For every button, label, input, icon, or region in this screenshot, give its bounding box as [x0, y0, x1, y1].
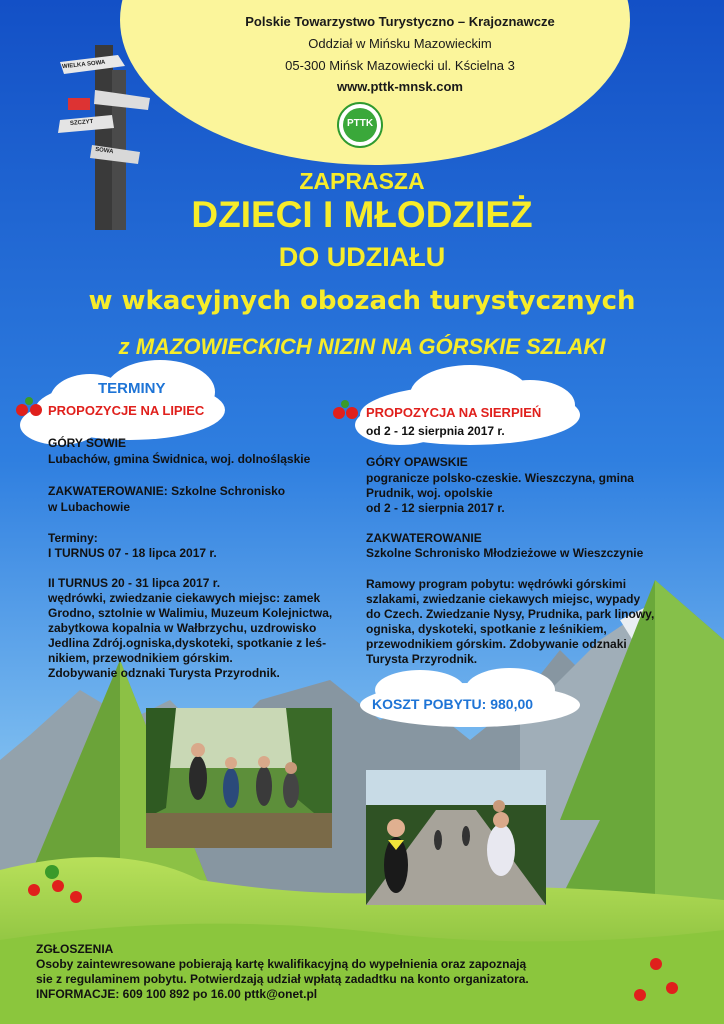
- org-name: Polskie Towarzystwo Turystyczno – Krajoznawcze: [245, 14, 555, 29]
- footer-line-1: Osoby zaintewresowane pobierają kartę kwalifikacyjną do wypełnienia oraz zapoznają: [36, 957, 527, 971]
- footer-line-2: sie z regulaminem pobytu. Potwierdzają udział wpłatą zadadtku na konto organizatora.: [36, 972, 529, 986]
- right-program-3: ogniska, dyskoteki, spotkanie z leśnikiem,: [366, 622, 607, 636]
- left-turnus-1: I TURNUS 07 - 18 lipca 2017 r.: [48, 546, 217, 560]
- left-program-2: zabytkowa kopalnia w Wałbrzychu, uzdrowisko: [48, 621, 317, 635]
- title-italic: z MAZOWIECKICH NIZIN NA GÓRSKIE SZLAKI: [118, 334, 606, 359]
- left-lodging-1: ZAKWATEROWANIE: Szkolne Schronisko: [48, 484, 286, 498]
- left-program-5: Zdobywanie odznaki Turysta Przyrodnik.: [48, 666, 280, 680]
- right-place-desc-0: pogranicze polsko-czeskie. Wieszczyna, gmina: [366, 471, 634, 485]
- signpost-label-1: WIELKA SOWA: [61, 59, 106, 71]
- cost-box: [372, 696, 533, 712]
- right-place-title: GÓRY OPAWSKIE: [366, 455, 468, 469]
- right-heading: PROPOZYCJA NA SIERPIEŃ: [366, 405, 542, 420]
- title-main: DZIECI I MŁODZIEŻ: [191, 194, 533, 235]
- right-program-2: do Czech. Zwiedzanie Nysy, Prudnika, park linowy,: [366, 607, 655, 621]
- right-program-1: szlakami, zwiedzanie ciekawych miejsc, wypady: [366, 592, 641, 606]
- cost-value: 980,00: [490, 696, 534, 712]
- footer-line-3: INFORMACJE: 609 100 892 po 16.00 pttk@onet.pl: [36, 987, 318, 1001]
- left-program-0: wędrówki, zwiedzanie ciekawych miejsc: zamek: [48, 591, 321, 605]
- right-dates: od 2 - 12 sierpnia 2017 r.: [366, 424, 505, 438]
- left-program-4: nikiem, przewodnikiem górskim.: [48, 651, 233, 665]
- signpost-label-3: SOWA: [94, 146, 114, 156]
- cost-label: KOSZT POBYTU:: [372, 696, 487, 712]
- right-program-0: Ramowy program pobytu: wędrówki górskimi: [366, 577, 627, 591]
- logo-text: PTTK: [346, 118, 374, 129]
- right-lodging-title: ZAKWATEROWANIE: [366, 531, 482, 545]
- address: 05-300 Mińsk Mazowiecki ul. Kścielna 3: [285, 58, 515, 73]
- left-turnus-2: II TURNUS 20 - 31 lipca 2017 r.: [48, 576, 221, 590]
- right-place-desc-1: Prudnik, woj. opolskie: [366, 486, 493, 500]
- left-terms-label: Terminy:: [48, 531, 98, 545]
- title-line: w wkacyjnych obozach turystycznych: [88, 286, 636, 316]
- right-program-4: przewodnikiem górskim. Zdobywanie odznaki: [366, 637, 627, 651]
- left-place-title: GÓRY SOWIE: [48, 436, 127, 450]
- photo-hikers-forest: [146, 708, 332, 848]
- branch-name: Oddział w Mińsku Mazowieckim: [308, 36, 492, 51]
- left-heading: PROPOZYCJE NA LIPIEC: [48, 403, 205, 418]
- title-zaprasza: ZAPRASZA: [299, 168, 425, 194]
- title-sub: DO UDZIAŁU: [278, 242, 446, 272]
- left-program-1: Grodno, sztolnie w Walimiu, Muzeum Kolejnictwa,: [48, 606, 333, 620]
- terminy-label: TERMINY: [98, 380, 166, 397]
- left-program-3: Jedlina Zdrój.ogniska,dyskoteki, spotkanie z leś-: [48, 636, 327, 650]
- left-lodging-2: w Lubachowie: [48, 500, 131, 514]
- right-lodging-desc: Szkolne Schronisko Młodzieżowe w Wieszczynie: [366, 546, 644, 560]
- right-place-desc-2: od 2 - 12 sierpnia 2017 r.: [366, 501, 505, 515]
- left-place-desc: Lubachów, gmina Świdnica, woj. dolnośląskie: [48, 452, 311, 466]
- photo-hikers-road: [366, 770, 546, 905]
- footer-title: ZGŁOSZENIA: [36, 942, 114, 956]
- website-link[interactable]: www.pttk-mnsk.com: [337, 79, 463, 94]
- right-program-5: Turysta Przyrodnik.: [366, 652, 478, 666]
- signpost-label-2: SZCZYT: [69, 118, 94, 128]
